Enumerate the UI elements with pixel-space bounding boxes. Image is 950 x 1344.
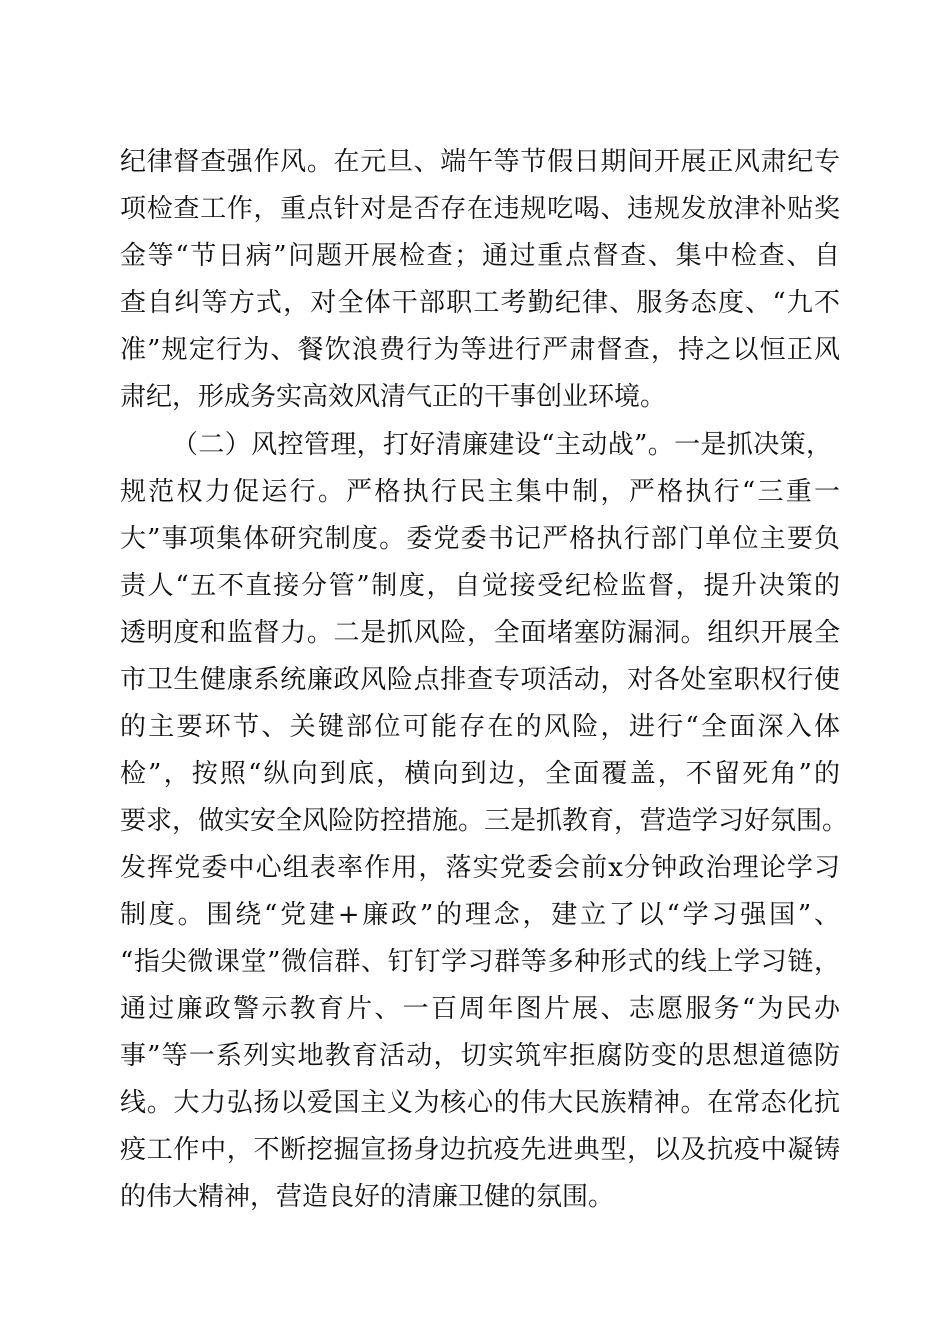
paragraph-2-line-14: 事”等一系列实地教育活动，切实筑牢拒腐防变的思想道德防 — [120, 1041, 840, 1071]
paragraph-1-line-1: 纪律督查强作风。在元旦、端午等节假日期间开展正风肃纪专 — [120, 147, 840, 177]
paragraph-2-line-12: “指尖微课堂”微信群、钉钉学习群等多种形式的线上学习链， — [120, 947, 840, 977]
paragraph-2-line-11: 制度。围绕“党建+廉政”的理念，建立了以“学习强国”、 — [120, 900, 840, 930]
paragraph-2-line-10: 发挥党委中心组表率作用，落实党委会前x分钟政治理论学习 — [120, 853, 840, 883]
paragraph-2-line-6: 市卫生健康系统廉政风险点排查专项活动，对各处室职权行使 — [120, 665, 840, 695]
paragraph-1-line-4: 查自纠等方式，对全体干部职工考勤纪律、服务态度、“九不 — [120, 288, 840, 318]
paragraph-2-line-15: 线。大力弘扬以爱国主义为核心的伟大民族精神。在常态化抗 — [120, 1088, 840, 1118]
paragraph-2-line-9: 要求，做实安全风险防控措施。三是抓教育，营造学习好氛围。 — [120, 806, 849, 836]
paragraph-2-line-16: 疫工作中，不断挖掘宣扬身边抗疫先进典型，以及抗疫中凝铸 — [120, 1135, 840, 1165]
paragraph-2-line-7: 的主要环节、关键部位可能存在的风险，进行“全面深入体 — [120, 712, 840, 742]
paragraph-1-line-6: 肃纪，形成务实高效风清气正的干事创业环境。 — [120, 382, 667, 412]
paragraph-1-line-3: 金等“节日病”问题开展检查；通过重点督查、集中检查、自 — [120, 241, 840, 271]
paragraph-2-heading-line: （二）风控管理，打好清廉建设“主动战”。一是抓决策， — [172, 430, 832, 460]
paragraph-2-line-2: 规范权力促运行。严格执行民主集中制，严格执行“三重一 — [120, 477, 840, 507]
paragraph-2-line-3: 大”事项集体研究制度。委党委书记严格执行部门单位主要负 — [120, 524, 840, 554]
paragraph-2-line-4: 责人“五不直接分管”制度，自觉接受纪检监督，提升决策的 — [120, 571, 840, 601]
paragraph-2-line-8: 检”，按照“纵向到底，横向到边，全面覆盖，不留死角”的 — [120, 759, 840, 789]
paragraph-1-line-2: 项检查工作，重点针对是否存在违规吃喝、违规发放津补贴奖 — [120, 194, 840, 224]
paragraph-1-line-5: 准”规定行为、餐饮浪费行为等进行严肃督查，持之以恒正风 — [120, 335, 840, 365]
paragraph-2-line-5: 透明度和监督力。二是抓风险，全面堵塞防漏洞。组织开展全 — [120, 618, 840, 648]
paragraph-2-line-13: 通过廉政警示教育片、一百周年图片展、志愿服务“为民办 — [120, 994, 840, 1024]
paragraph-2-line-17: 的伟大精神，营造良好的清廉卫健的氛围。 — [120, 1182, 615, 1212]
